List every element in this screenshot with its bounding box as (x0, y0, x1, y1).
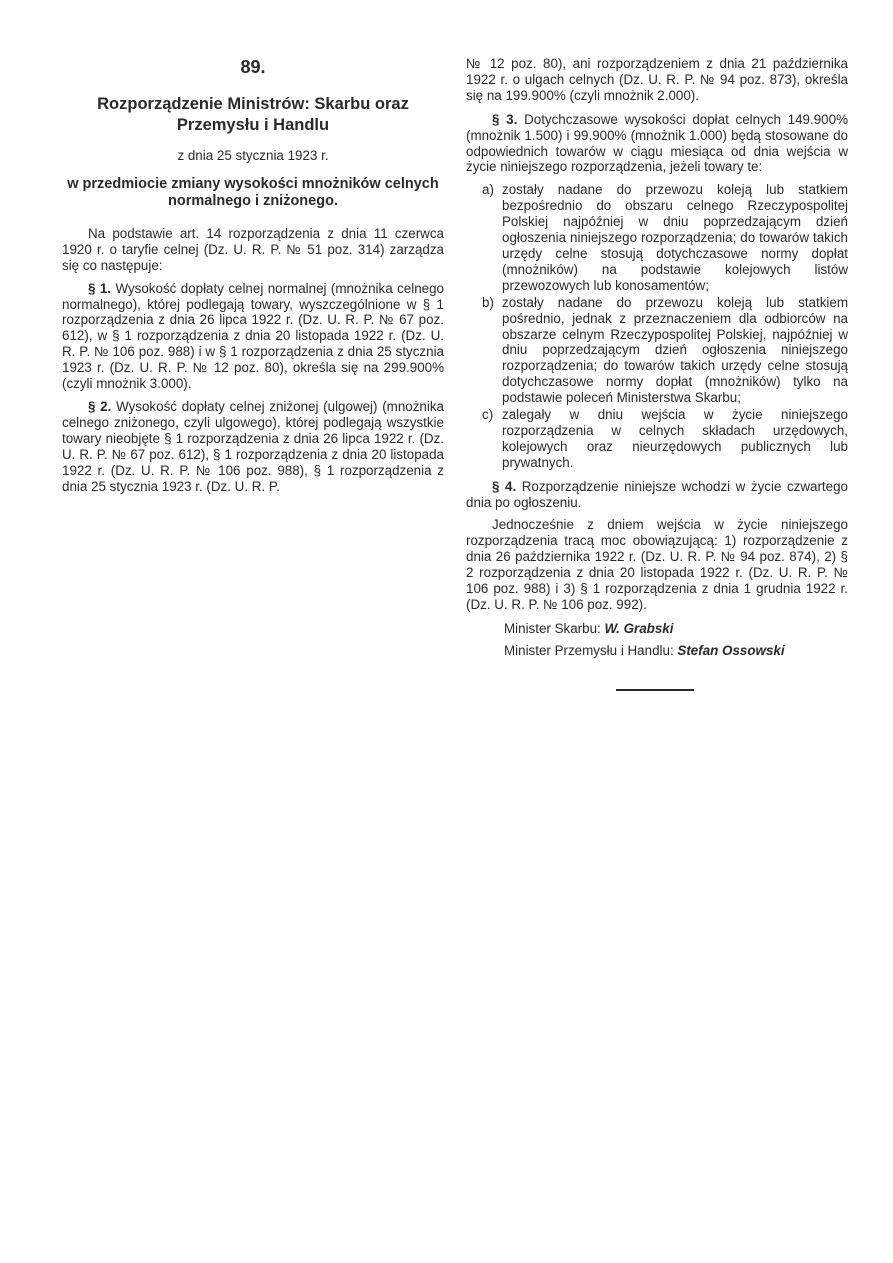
signature-industry (466, 643, 848, 659)
section-3 (466, 112, 848, 176)
section-3-text: Dotychczasowe wysokości dopłat celnych 149.900% (mnożnik 1.500) i 99.900% (mnożnik 1.000) będą stosowane do odpowiednich towarów w ciągu miesiąca od dnia wejścia w życie niniejszego rozporządzenia, jeżeli towary te: (466, 111, 848, 175)
signature-industry-name: Stefan Ossowski (677, 642, 785, 658)
left-column (62, 56, 444, 501)
list-item-text: zostały nadane do przewozu koleją lub statkiem pośrednio, jednak z przeznaczeniem dla odbiorców na obszarze celnym Rzeczypospolitej Polskiej, najpóźniej w dniu poprzedzającym dzień ogłoszenia niniejszego rozporządzenia; do towarów takich urzędy celne stosują dotychczasowe normy dopłat (mnożników) tylko na podstawie poleceń Ministerstwa Skarbu; (502, 294, 848, 406)
signature-finance-name: W. Grabski (604, 620, 674, 636)
signature-finance-role: Minister Skarbu: (504, 620, 601, 636)
list-item-text: zostały nadane do przewozu koleją lub statkiem bezpośrednio do obszaru celnego Rzeczypospolitej Polskiej najpóźniej w dniu poprzedzającym dzień ogłoszenia niniejszego rozporządzenia; do towarów takich urzędy celne stosują dotychczasowe normy dopłat (mnożników) na podstawie kolejowych listów przewozowych lub konosamentów; (502, 182, 848, 293)
section-4-text: Rozporządzenie niniejsze wchodzi w życie czwartego dnia po ogłoszeniu. (466, 478, 848, 510)
list-item (466, 295, 848, 406)
section-1-label: § 1. (88, 280, 112, 296)
signature-finance (466, 621, 848, 637)
list-item-label: b) (482, 294, 494, 310)
right-column (466, 56, 848, 691)
section-3-items (466, 182, 848, 470)
section-2-continuation: № 12 poz. 80), ani rozporządzeniem z dnia 21 października 1922 r. o ulgach celnych (Dz. U. R. P. № 94 poz. 873), określa się na 199.900% (czyli mnożnik 2.000). (466, 56, 848, 103)
section-3-label: § 3. (492, 111, 518, 127)
list-item (466, 182, 848, 293)
section-4 (466, 479, 848, 511)
section-2 (62, 399, 444, 494)
list-item-label: a) (482, 182, 494, 198)
closing-rule (616, 689, 694, 691)
act-title: Rozporządzenie Ministrów: Skarbu oraz Przemysłu i Handlu (97, 95, 409, 134)
final-paragraph: Jednocześnie z dniem wejścia w życie niniejszego rozporządzenia tracą moc obowiązującą: 1) rozporządzenie z dnia 26 października 1922 r. (Dz. U. R. P. № 94 poz. 874), 2) § 2 rozporządzenia z dnia 20 listopada 1922 r. (Dz. U. R. P. № 106 poz. 988) i 3) § 1 rozporządzenia z dnia 1 grudnia 1922 r. (Dz. U. R. P. № 106 poz. 992). (466, 517, 848, 612)
intro-paragraph: Na podstawie art. 14 rozporządzenia z dnia 11 czerwca 1920 r. o taryfie celnej (Dz. U. R. P. № 51 poz. 314) zarządza się co następuje: (62, 225, 444, 273)
act-subject: w przedmiocie zmiany wysokości mnożników celnych normalnego i zniżonego. (67, 175, 439, 209)
section-2-label: § 2. (88, 398, 112, 414)
section-1-text: Wysokość dopłaty celnej normalnej (mnożnika celnego normalnego), której podlegają towary, wyszczególnione w § 1 rozporządzenia z dnia 26 lipca 1922 r. (Dz. U. R. P. № 67 poz. 612), w § 1 rozporządzenia z dnia 20 listopada 1922 r. (Dz. U. R. P. № 106 poz. 988) i w § 1 rozporządzenia z dnia 25 stycznia 1923 r. (Dz. U. R. P. № 12 poz. 80), określa się na 299.900% (czyli mnożnik 3.000). (62, 280, 444, 392)
act-number: 89. (240, 57, 266, 77)
section-1 (62, 281, 444, 392)
list-item-label: c) (482, 407, 494, 423)
section-2-text: Wysokość dopłaty celnej zniżonej (ulgowej) (mnożnika celnego zniżonego, czyli ulgowego), której podlegają wszystkie towary nieobjęte § 1 rozporządzenia z dnia 26 lipca 1922 r. (Dz. U. R. P. № 67 poz. 612), § 1 rozporządzenia z dnia 20 listopada 1922 r. (Dz. U. R. P. № 106 poz. 988), § 1 rozporządzenia z dnia 25 stycznia 1923 r. (Dz. U. R. P. (62, 398, 444, 494)
act-date: z dnia 25 stycznia 1923 r. (177, 148, 329, 163)
signature-industry-role: Minister Przemysłu i Handlu: (504, 642, 674, 658)
list-item (466, 407, 848, 471)
section-4-label: § 4. (492, 478, 517, 494)
list-item-text: zalegały w dniu wejścia w życie niniejszego rozporządzenia w celnych składach urzędowych, kolejowych oraz nieurzędowych publicznych lub prywatnych. (502, 407, 848, 470)
